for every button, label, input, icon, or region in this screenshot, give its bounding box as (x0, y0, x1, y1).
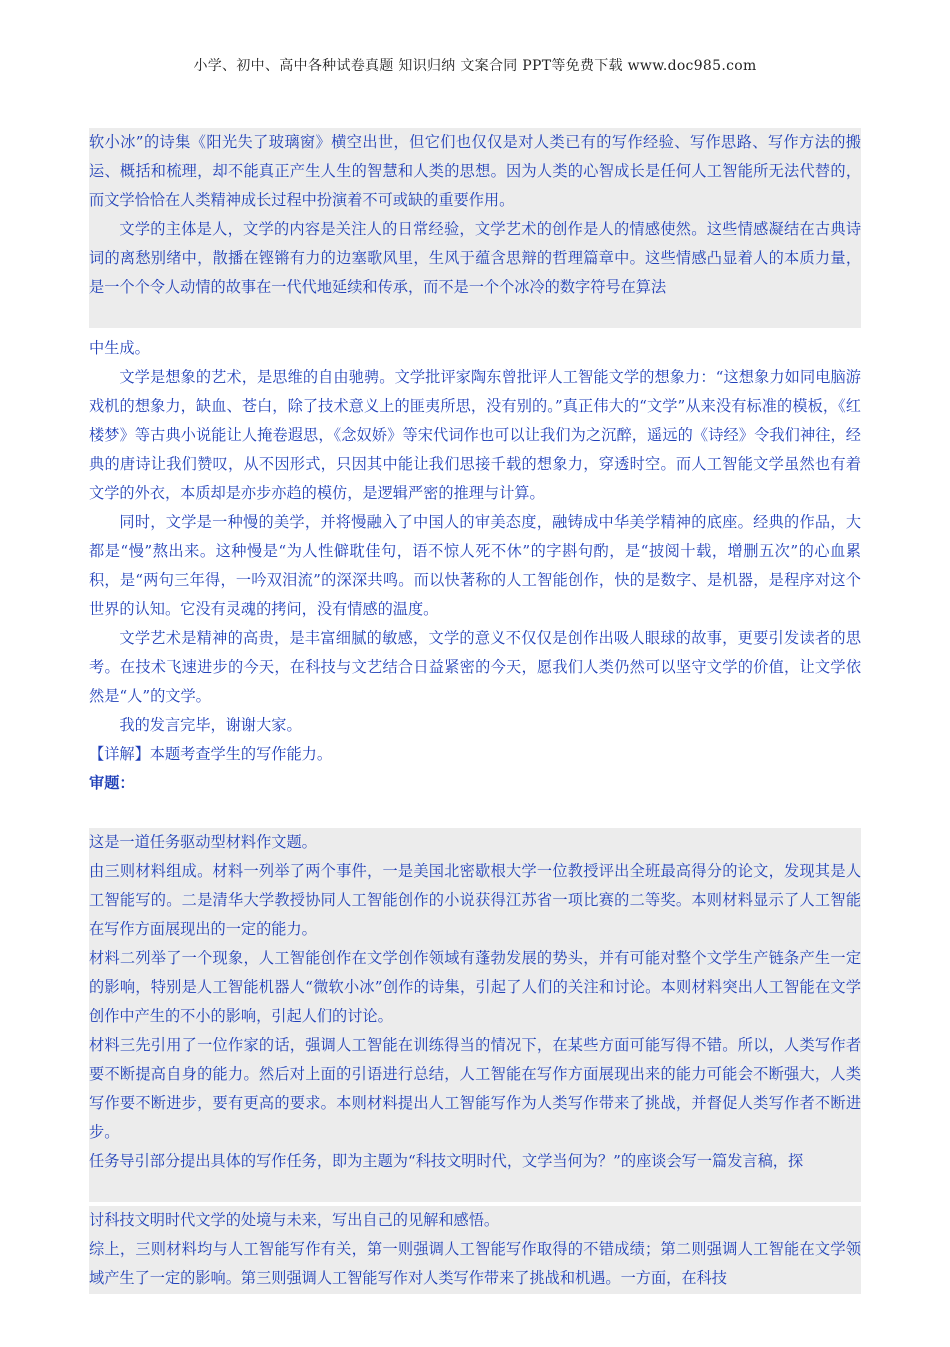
detail-text: 本题考查学生的写作能力。 (149, 745, 332, 763)
paragraph-material-two: 材料二列举了一个现象，人工智能创作在文学创作领域有蓬勃发展的势头，并有可能对整个文学生产链条产生一定的影响，特别是人工智能机器人“微软小冰”创作的诗集，引起了人们的关注和讨论。本则材料突出人工智能在文学创作中产生的不小的影响，引起人们的讨论。 (89, 949, 861, 1025)
page-header: 小学、初中、高中各种试卷真题 知识归纳 文案合同 PPT等免费下载 www.doc985.com (193, 58, 757, 74)
paragraph-spirit: 文学艺术是精神的高贵，是丰富细腻的敏感，文学的意义不仅仅是创作出吸人眼球的故事，更要引发读者的思考。在技术飞速进步的今天，在科技与文艺结合日益紧密的今天，愿我们人类仍然可以坚守文学的价值，让文学依然是“人”的文学。 (89, 629, 861, 705)
detail-line (89, 740, 861, 769)
paragraph-continued: 软小冰”的诗集《阳光失了玻璃窗》横空出世，但它们也仅仅是对人类已有的写作经验、写作思路、写作方法的搬运、概括和梳理，却不能真正产生人生的智慧和人类的思想。因为人类的心智成长是任何人工智能所无法代替的，而文学恰恰在人类精神成长过程中扮演着不可或缺的重要作用。 (89, 133, 861, 209)
paragraph-closing: 我的发言完毕，谢谢大家。 (119, 716, 302, 734)
content-block-shaded-1 (89, 128, 861, 328)
paragraph-imagination: 文学是想象的艺术，是思维的自由驰骋。文学批评家陶东曾批评人工智能文学的想象力：“这想象力如同电脑游戏机的想象力，缺血、苍白，除了技术意义上的匪夷所思，没有别的。”真正伟大的“文学”从来没有标准的模板，《红楼梦》等古典小说能让人掩卷遐思，《念奴娇》等宋代词作也可以让我们为之沉醉，遥远的《诗经》令我们神往，经典的唐诗让我们赞叹，从不因形式，只因其中能让我们思接千载的想象力，穿透时空。而人工智能文学虽然也有着文学的外衣，本质却是亦步亦趋的模仿，是逻辑严密的推理与计算。 (89, 368, 861, 502)
review-heading: 审题： (89, 774, 135, 792)
paragraph-literature-subject: 文学的主体是人，文学的内容是关注人的日常经验，文学艺术的创作是人的情感使然。这些情感凝结在古典诗词的离愁别绪中，散播在铿锵有力的边塞歌风里，生风于蕴含思辩的哲理篇章中。这些情感凸显着人的本质力量，是一个个令人动情的故事在一代代地延续和传承，而不是一个个冰冷的数字符号在算法 (89, 220, 861, 296)
detail-label: 【详解】 (89, 745, 150, 763)
content-block-2 (89, 334, 861, 798)
paragraph-summary: 综上，三则材料均与人工智能写作有关，第一则强调人工智能写作取得的不错成绩；第二则强调人工智能在文学领域产生了一定的影响。第三则强调人工智能写作对人类写作带来了挑战和机遇。一方面，在科技 (89, 1240, 861, 1287)
paragraph-material-one: 由三则材料组成。材料一列举了两个事件，一是美国北密歇根大学一位教授评出全班最高得分的论文，发现其是人工智能写的。二是清华大学教授协同人工智能创作的小说获得江苏省一项比赛的二等奖。本则材料显示了人工智能在写作方面展现出的一定的能力。 (89, 862, 861, 938)
content-block-shaded-3 (89, 1206, 861, 1294)
paragraph-slow-aesthetics: 同时，文学是一种慢的美学，并将慢融入了中国人的审美态度，融铸成中华美学精神的底座。经典的作品，大都是“慢”熬出来。这种慢是“为人性僻耽佳句，语不惊人死不休”的字斟句酌，是“披阅十载，增删五次”的心血累积，是“两句三年得，一吟双泪流”的深深共鸣。而以快著称的人工智能创作，快的是数字、是机器，是程序对这个世界的认知。它没有灵魂的拷问，没有情感的温度。 (89, 513, 861, 618)
content-block-shaded-2 (89, 828, 861, 1202)
paragraph-continued: 中生成。 (89, 339, 150, 357)
paragraph-task-type: 这是一道任务驱动型材料作文题。 (89, 833, 317, 851)
paragraph-material-three: 材料三先引用了一位作家的话，强调人工智能在训练得当的情况下，在某些方面可能写得不错。所以，人类写作者要不断提高自身的能力。然后对上面的引语进行总结，人工智能在写作方面展现出来的能力可能会不断强大，人类写作要不断进步，要有更高的要求。本则材料提出人工智能写作为人类写作带来了挑战，并督促人类写作者不断进步。 (89, 1036, 861, 1141)
paragraph-task-guide: 任务导引部分提出具体的写作任务，即为主题为“科技文明时代，文学当何为？”的座谈会写一篇发言稿，探 (89, 1152, 804, 1170)
paragraph-continued: 讨科技文明时代文学的处境与未来，写出自己的见解和感悟。 (89, 1211, 500, 1229)
